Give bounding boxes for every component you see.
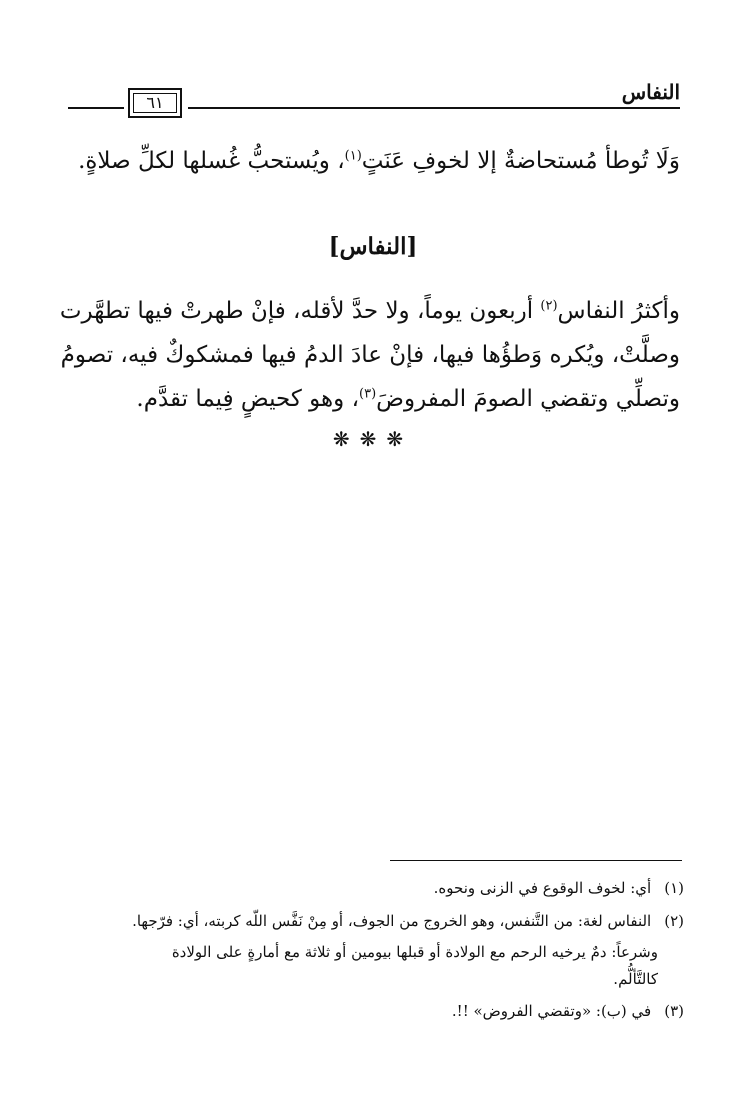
footnote-3-text: في (ب): «وتقضي الفروض» !!. xyxy=(451,1002,652,1020)
section-heading: [النفاس] xyxy=(328,233,418,260)
section-end-ornament: ❋❋❋ xyxy=(332,427,414,451)
running-header-title: النفاس xyxy=(621,80,680,104)
footnote-2-text: النفاس لغة: من التَّنفس، وهو الخروج من الجوف، أو مِنْ نَفَّس اللّه كربته، أي: فرّجها. xyxy=(132,912,652,930)
body-line-2-part2: أربعون يوماً، ولا حدَّ لأقله، فإنْ طهرتْ فيها تطهَّرت xyxy=(59,298,541,324)
body-line-4-part2: ، وهو كحيضٍ فِيما تقدَّم. xyxy=(136,386,360,412)
footnote-ref-2: (٢) xyxy=(540,298,558,314)
body-line-1-part1: وَلَا تُوطأ مُستحاضةٌ إلا لخوفِ عَنَتٍ xyxy=(361,148,680,174)
footnote-separator xyxy=(390,860,682,861)
footnote-1-number: (١) xyxy=(664,879,684,897)
footnote-3 xyxy=(62,1000,684,1022)
footnote-2-continuation-1: وشرعاً: دمٌ يرخيه الرحم مع الولادة أو قبلها بيومين أو ثلاثة مع أمارةٍ على الولادة xyxy=(171,943,658,961)
footnote-1 xyxy=(62,877,684,899)
footnote-ref-3: (٣) xyxy=(359,386,377,402)
footnote-2-continuation-2: كالتَّألُّم. xyxy=(613,970,658,988)
footnote-3-number: (٣) xyxy=(664,1002,684,1020)
body-line-3: وصلَّتْ، ويُكره وَطؤُها فيها، فإنْ عادَ الدمُ فيها فمشكوكٌ فيه، تصومُ xyxy=(60,342,680,368)
header-rule-right xyxy=(188,107,680,109)
footnote-ref-1: (١) xyxy=(344,148,362,164)
body-line-1-part2: ، ويُستحبُّ غُسلها لكلِّ صلاةٍ. xyxy=(78,148,345,174)
body-line-4 xyxy=(66,384,680,414)
body-line-2-part1: وأكثرُ النفاس xyxy=(557,298,680,324)
body-line-2 xyxy=(59,296,680,326)
header-rule-left xyxy=(68,107,124,109)
body-line-4-part1: وتصلِّي وتقضي الصومَ المفروضَ xyxy=(376,386,680,412)
page-number-box xyxy=(128,88,182,118)
page-number: ٦١ xyxy=(146,93,164,112)
body-line-1 xyxy=(66,146,680,176)
footnote-2-number: (٢) xyxy=(664,912,684,930)
footnote-2 xyxy=(62,910,684,932)
footnote-1-text: أي: لخوف الوقوع في الزنى ونحوه. xyxy=(433,879,652,897)
